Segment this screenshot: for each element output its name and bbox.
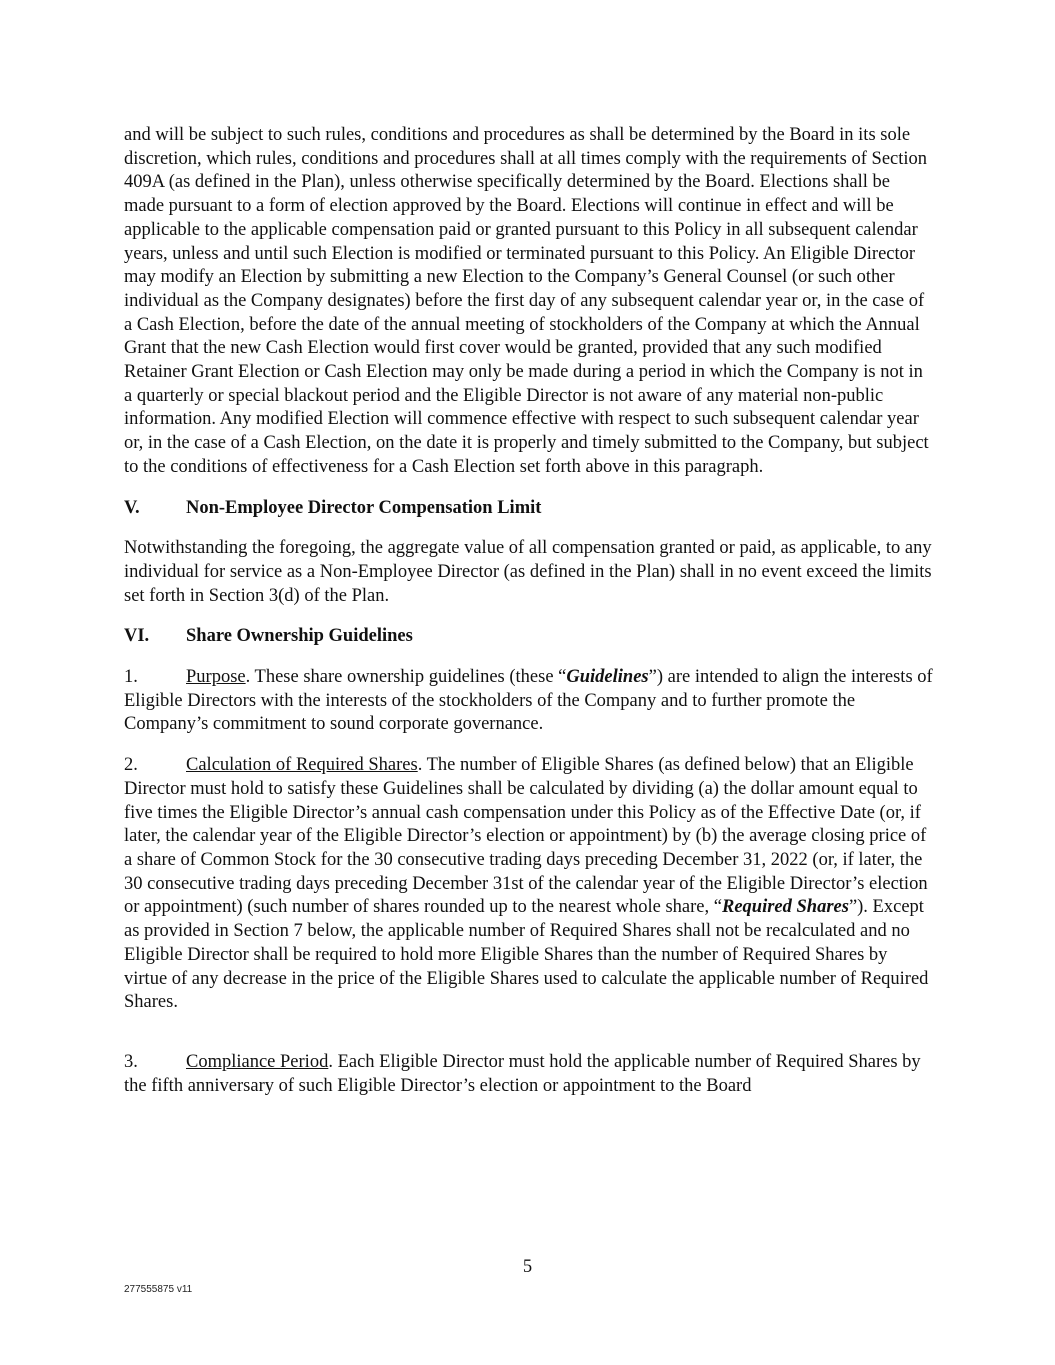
item-calculation-number: 2.	[124, 755, 138, 776]
item-purpose-text-a: . These share ownership guidelines (these “	[245, 667, 567, 688]
document-page	[124, 124, 934, 1115]
item-calculation	[124, 754, 934, 1015]
section-vi-title: Share Ownership Guidelines	[186, 626, 413, 647]
item-compliance-period	[124, 1051, 934, 1098]
item-calculation-text-a: . The number of Eligible Shares (as defined below) that an Eligible Director must hold to satisfy these Guidelines shall be calculated by dividing (a) the dollar amount equal to five times the Eligible Director’s annual cash compensation under this Policy as of the Effective Date (or, if later, the calendar year of the Eligible Director’s election or appointment) by (b) the average closing price of a share of Common Stock for the 30 consecutive trading days preceding December 31, 2022 (or, if later, the 30 consecutive trading days preceding December 31st of the calendar year of the Eligible Director’s election or appointment) (such number of shares rounded up to the nearest whole share, “	[124, 755, 928, 918]
section-vi-heading	[124, 625, 934, 649]
item-purpose-heading: Purpose	[186, 667, 246, 688]
item-calculation-heading: Calculation of Required Shares	[186, 755, 418, 776]
section-v-number: V.	[124, 497, 140, 518]
defined-term-required-shares: Required Shares	[721, 897, 849, 918]
section-vi-number: VI.	[124, 626, 150, 647]
item-purpose-number: 1.	[124, 667, 138, 688]
item-compliance-number: 3.	[124, 1051, 138, 1072]
continued-paragraph: and will be subject to such rules, conditions and procedures as shall be determined by the Board in its sole discretion, which rules, conditions and procedures shall at all times comply with the requirements of Section 409A (as defined in the Plan), unless otherwise specifically determined by the Board. Elections shall be made pursuant to a form of election approved by the Board. Elections will continue in effect and will be applicable to the applicable compensation paid or granted pursuant to this Policy in all subsequent calendar years, unless and until such Election is modified or terminated pursuant to this Policy. An Eligible Director may modify an Election by submitting a new Election to the Company’s General Counsel (or such other individual as the Company designates) before the first day of any subsequent calendar year or, in the case of a Cash Election, before the date of the annual meeting of stockholders of the Company at which the Annual Grant that the new Cash Election would first cover would be granted, provided that any such modified Retainer Grant Election or Cash Election may only be made during a period in which the Company is not in a quarterly or special blackout period and the Eligible Director is not aware of any material non-public information. Any modified Election will commence effective with respect to such subsequent calendar year or, in the case of a Cash Election, on the date it is properly and timely submitted to the Company, but subject to the conditions of effectiveness for a Cash Election set forth above in this paragraph.	[124, 125, 929, 477]
item-purpose	[124, 666, 934, 737]
item-compliance-text-a: . Each Eligible Director must hold the applicable number of Required Shares by the fifth anniversary of such Eligible Director’s election or appointment to the Board	[124, 1051, 921, 1096]
item-purpose-text-b: ”) are intended to align the interests of Eligible Directors with the interests of the stockholders of the Company and to further promote the Company’s commitment to sound corporate governance.	[124, 667, 933, 735]
item-calculation-text-b: ”). Except as provided in Section 7 below, the applicable number of Required Shares shall not be recalculated and no Eligible Director shall be required to hold more Eligible Shares than the number of Required Shares by virtue of any decrease in the price of the Eligible Shares used to calculate the applicable number of Required Shares.	[124, 897, 929, 1013]
section-v-body: Notwithstanding the foregoing, the aggregate value of all compensation granted or paid, as applicable, to any individual for service as a Non-Employee Director (as defined in the Plan) shall in no event exceed the limits set forth in Section 3(d) of the Plan.	[124, 538, 932, 606]
page-number: 5	[522, 1257, 533, 1277]
section-v-title: Non-Employee Director Compensation Limit	[186, 497, 542, 518]
item-compliance-heading: Compliance Period	[186, 1051, 329, 1072]
defined-term-guidelines: Guidelines	[566, 667, 649, 688]
document-id: 277555875 v11	[124, 1284, 193, 1295]
section-v-heading	[124, 497, 934, 521]
